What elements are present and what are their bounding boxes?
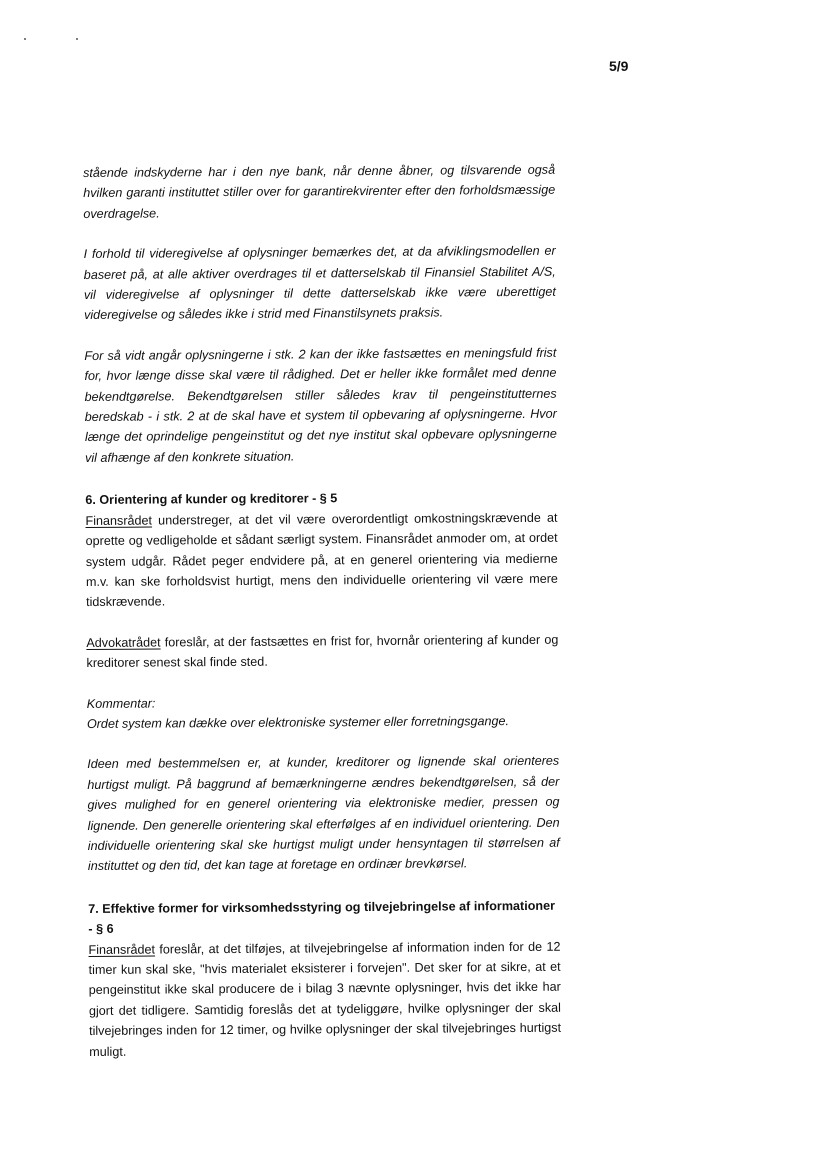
advokatraadet-text: foreslår, at der fastsættes en frist for, hvornår orientering af kunder og kreditorer senest skal finde sted. (86, 632, 559, 671)
section-7-finansraadet-paragraph (88, 936, 561, 1062)
finansraadet-text: foreslår, at det tilføjes, at tilvejebringelse af information inden for de 12 timer kun skal ske, "hvis materialet eksisterer i forvejen". Det sker for at sikre, at et pengeinstitut ikke skal producere de i bilag 3 nævnte oplysninger, hvis det ikke har gjort det tidligere. Samtidig foreslås det at tydeliggøre, hvilke oplysninger der skal tilvejebringes inden for 12 timer, og hvilke oplysninger der skal tilvejebringes hurtigst muligt. (88, 939, 562, 1059)
paragraph-information-disclosure: I forhold til videregivelse af oplysninger bemærkes det, at da afviklingsmodellen er baseret på, at alle aktiver overdrages til et datterselskab til Finansiel Stabilitet A/S, vil videregivelse af oplysninger til dette datterselskab ikke være uberettiget videregivelse og således ikke i strid med Finanstilsynets praksis. (83, 243, 556, 323)
page-number: 5/9 (609, 58, 629, 74)
scan-speck (76, 38, 78, 40)
section-7-heading: 7. Effektive former for virksomhedsstyring og tilvejebringelse af informationer - § 6 (88, 898, 556, 937)
comment-line: Ordet system kan dække over elektroniske systemer eller forretningsgange. (86, 713, 510, 731)
paragraph-continuation: stående indskyderne har i den nye bank, når denne åbner, og tilsvarende også hvilken garanti instituttet stiller over for garantirekvirenter efter den forholdsmæssige overdragelse. (83, 162, 556, 221)
section-6-finansraadet-paragraph (85, 507, 558, 612)
advokatraadet-label: Advokatrådet (86, 635, 161, 650)
finansraadet-label: Finansrådet (85, 513, 153, 528)
finansraadet-label: Finansrådet (88, 942, 156, 957)
paragraph-retention-period: For så vidt angår oplysningerne i stk. 2 kan der ikke fastsættes en meningsfuld frist for, hvor længe disse skal være til rådighed. Det er heller ikke formålet med denne bekendtgørelse. Bekendtgørelsen stiller således krav til pengeinstitutternes beredskab - i stk. 2 at de skal have et system til opbevaring af oplysningerne. Hvor længe det oprindelige pengeinstitut og det nye institut skal opbevare oplysningerne vil afhænge af den konkrete situation. (84, 345, 557, 465)
scan-speck (24, 38, 26, 40)
comment-body: Ideen med bestemmelsen er, at kunder, kreditorer og lignende skal orienteres hurtigst muligt. På baggrund af bemærkningerne ændres bekendtgørelsen, så der gives mulighed for en generel orientering via elektroniske medier, pressen og lignende. Den generelle orientering skal efterfølges af en individuel orientering. Den individuelle orientering skal ske hurtigst muligt under hensyntagen til størrelsen af instituttet og den tid, det kan tage at foretage en ordinær brevkørsel. (87, 754, 560, 874)
document-body (83, 160, 561, 1082)
section-6-advokatraadet-paragraph (86, 629, 558, 673)
section-6-heading: 6. Orientering af kunder og kreditorer - § 5 (85, 491, 338, 508)
finansraadet-text: understreger, at det vil være overordentligt omkostningskrævende at oprette og vedligeholde et sådant særligt system. Finansrådet anmoder om, at ordet system udgår. Rådet peger endvidere på, at en generel orientering via medierne m.v. kan ske forholdsvist hurtigt, mens den individuelle orientering vil være mere tidskrævende. (85, 510, 558, 610)
comment-label: Kommentar: (86, 696, 156, 711)
